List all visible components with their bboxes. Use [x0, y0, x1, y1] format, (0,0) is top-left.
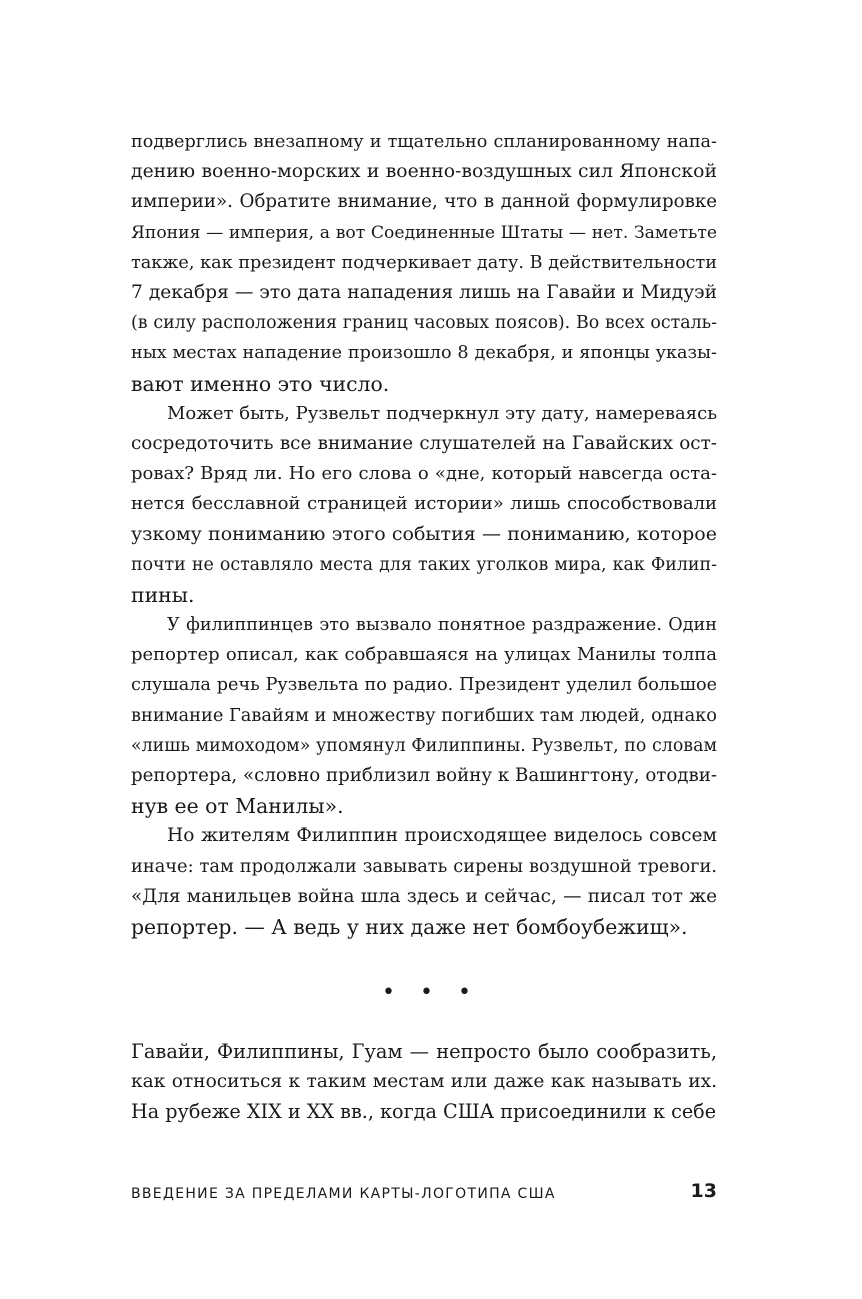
continuation-text-block	[131, 1037, 717, 1128]
text-line: Гавайи, Филиппины, Гуам — непросто было сообразить,	[131, 1040, 717, 1063]
running-title: ВВЕДЕНИЕ ЗА ПРЕДЕЛАМИ КАРТЫ-ЛОГОТИПА США	[131, 1186, 556, 1202]
text-line: репортер описал, как собравшаяся на улицах Манилы толпа	[131, 644, 717, 666]
paragraph	[131, 610, 717, 821]
text-line: иначе: там продолжали завывать сирены воздушной тревоги.	[131, 855, 717, 877]
page-number: 13	[690, 1180, 717, 1202]
text-line: 7 декабря — это дата нападения лишь на Гавайи и Мидуэй	[131, 281, 717, 303]
paragraph	[131, 821, 717, 942]
section-separator: • • •	[382, 980, 480, 1005]
paragraph	[131, 127, 717, 399]
text-line: почти не оставляло места для таких уголков мира, как Филип-	[131, 554, 717, 575]
text-line: слушала речь Рузвельта по радио. Президент уделил большое	[131, 675, 717, 696]
text-line: нув ее от Манилы».	[131, 794, 344, 819]
text-line: «Для манильцев война шла здесь и сейчас, — писал тот же	[131, 885, 717, 907]
text-line: ных местах нападение произошло 8 декабря, и японцы указы-	[131, 343, 717, 364]
text-line: империи». Обратите внимание, что в данной формулировке	[131, 191, 717, 213]
text-line: также, как президент подчеркивает дату. В действительности	[131, 252, 717, 273]
text-line: сосредоточить все внимание слушателей на Гавайских ост-	[131, 432, 717, 454]
text-line: Но жителям Филиппин происходящее виделось совсем	[167, 825, 717, 847]
text-line: У филиппинцев это вызвало понятное раздражение. Один	[167, 615, 717, 635]
text-line: ровах? Вряд ли. Но его слова о «дне, который навсегда оста-	[131, 463, 717, 485]
text-line: (в силу расположения границ часовых поясов). Во всех осталь-	[131, 313, 717, 334]
text-line: как относиться к таким местам или даже как называть их.	[131, 1071, 717, 1093]
text-line: вают именно это число.	[131, 371, 390, 396]
text-line: дению военно-морских и военно-воздушных сил Японской	[131, 161, 717, 183]
text-line: узкому пониманию этого события — пониманию, которое	[131, 523, 717, 546]
paragraph	[131, 1037, 717, 1128]
text-line: На рубеже XIX и XX вв., когда США присоединили к себе	[131, 1100, 717, 1124]
text-line: «лишь мимоходом» упомянул Филиппины. Рузвельт, по словам	[131, 735, 717, 756]
text-line: внимание Гавайям и множеству погибших там людей, однако	[131, 704, 717, 726]
paragraph	[131, 399, 717, 610]
text-line: Может быть, Рузвельт подчеркнул эту дату, намереваясь	[167, 402, 717, 424]
text-line: нется бесславной страницей истории» лишь способствовали	[131, 493, 717, 515]
main-text-block	[131, 127, 717, 942]
text-line: Япония — империя, а вот Соединенные Штаты — нет. Заметьте	[131, 222, 717, 243]
text-line: репортер. — А ведь у них даже нет бомбоубежищ».	[131, 914, 688, 939]
text-line: репортера, «словно приблизил войну к Вашингтону, отодви-	[131, 764, 717, 786]
text-line: подверглись внезапному и тщательно спланированному напа-	[131, 132, 717, 152]
text-line: пины.	[131, 582, 195, 607]
